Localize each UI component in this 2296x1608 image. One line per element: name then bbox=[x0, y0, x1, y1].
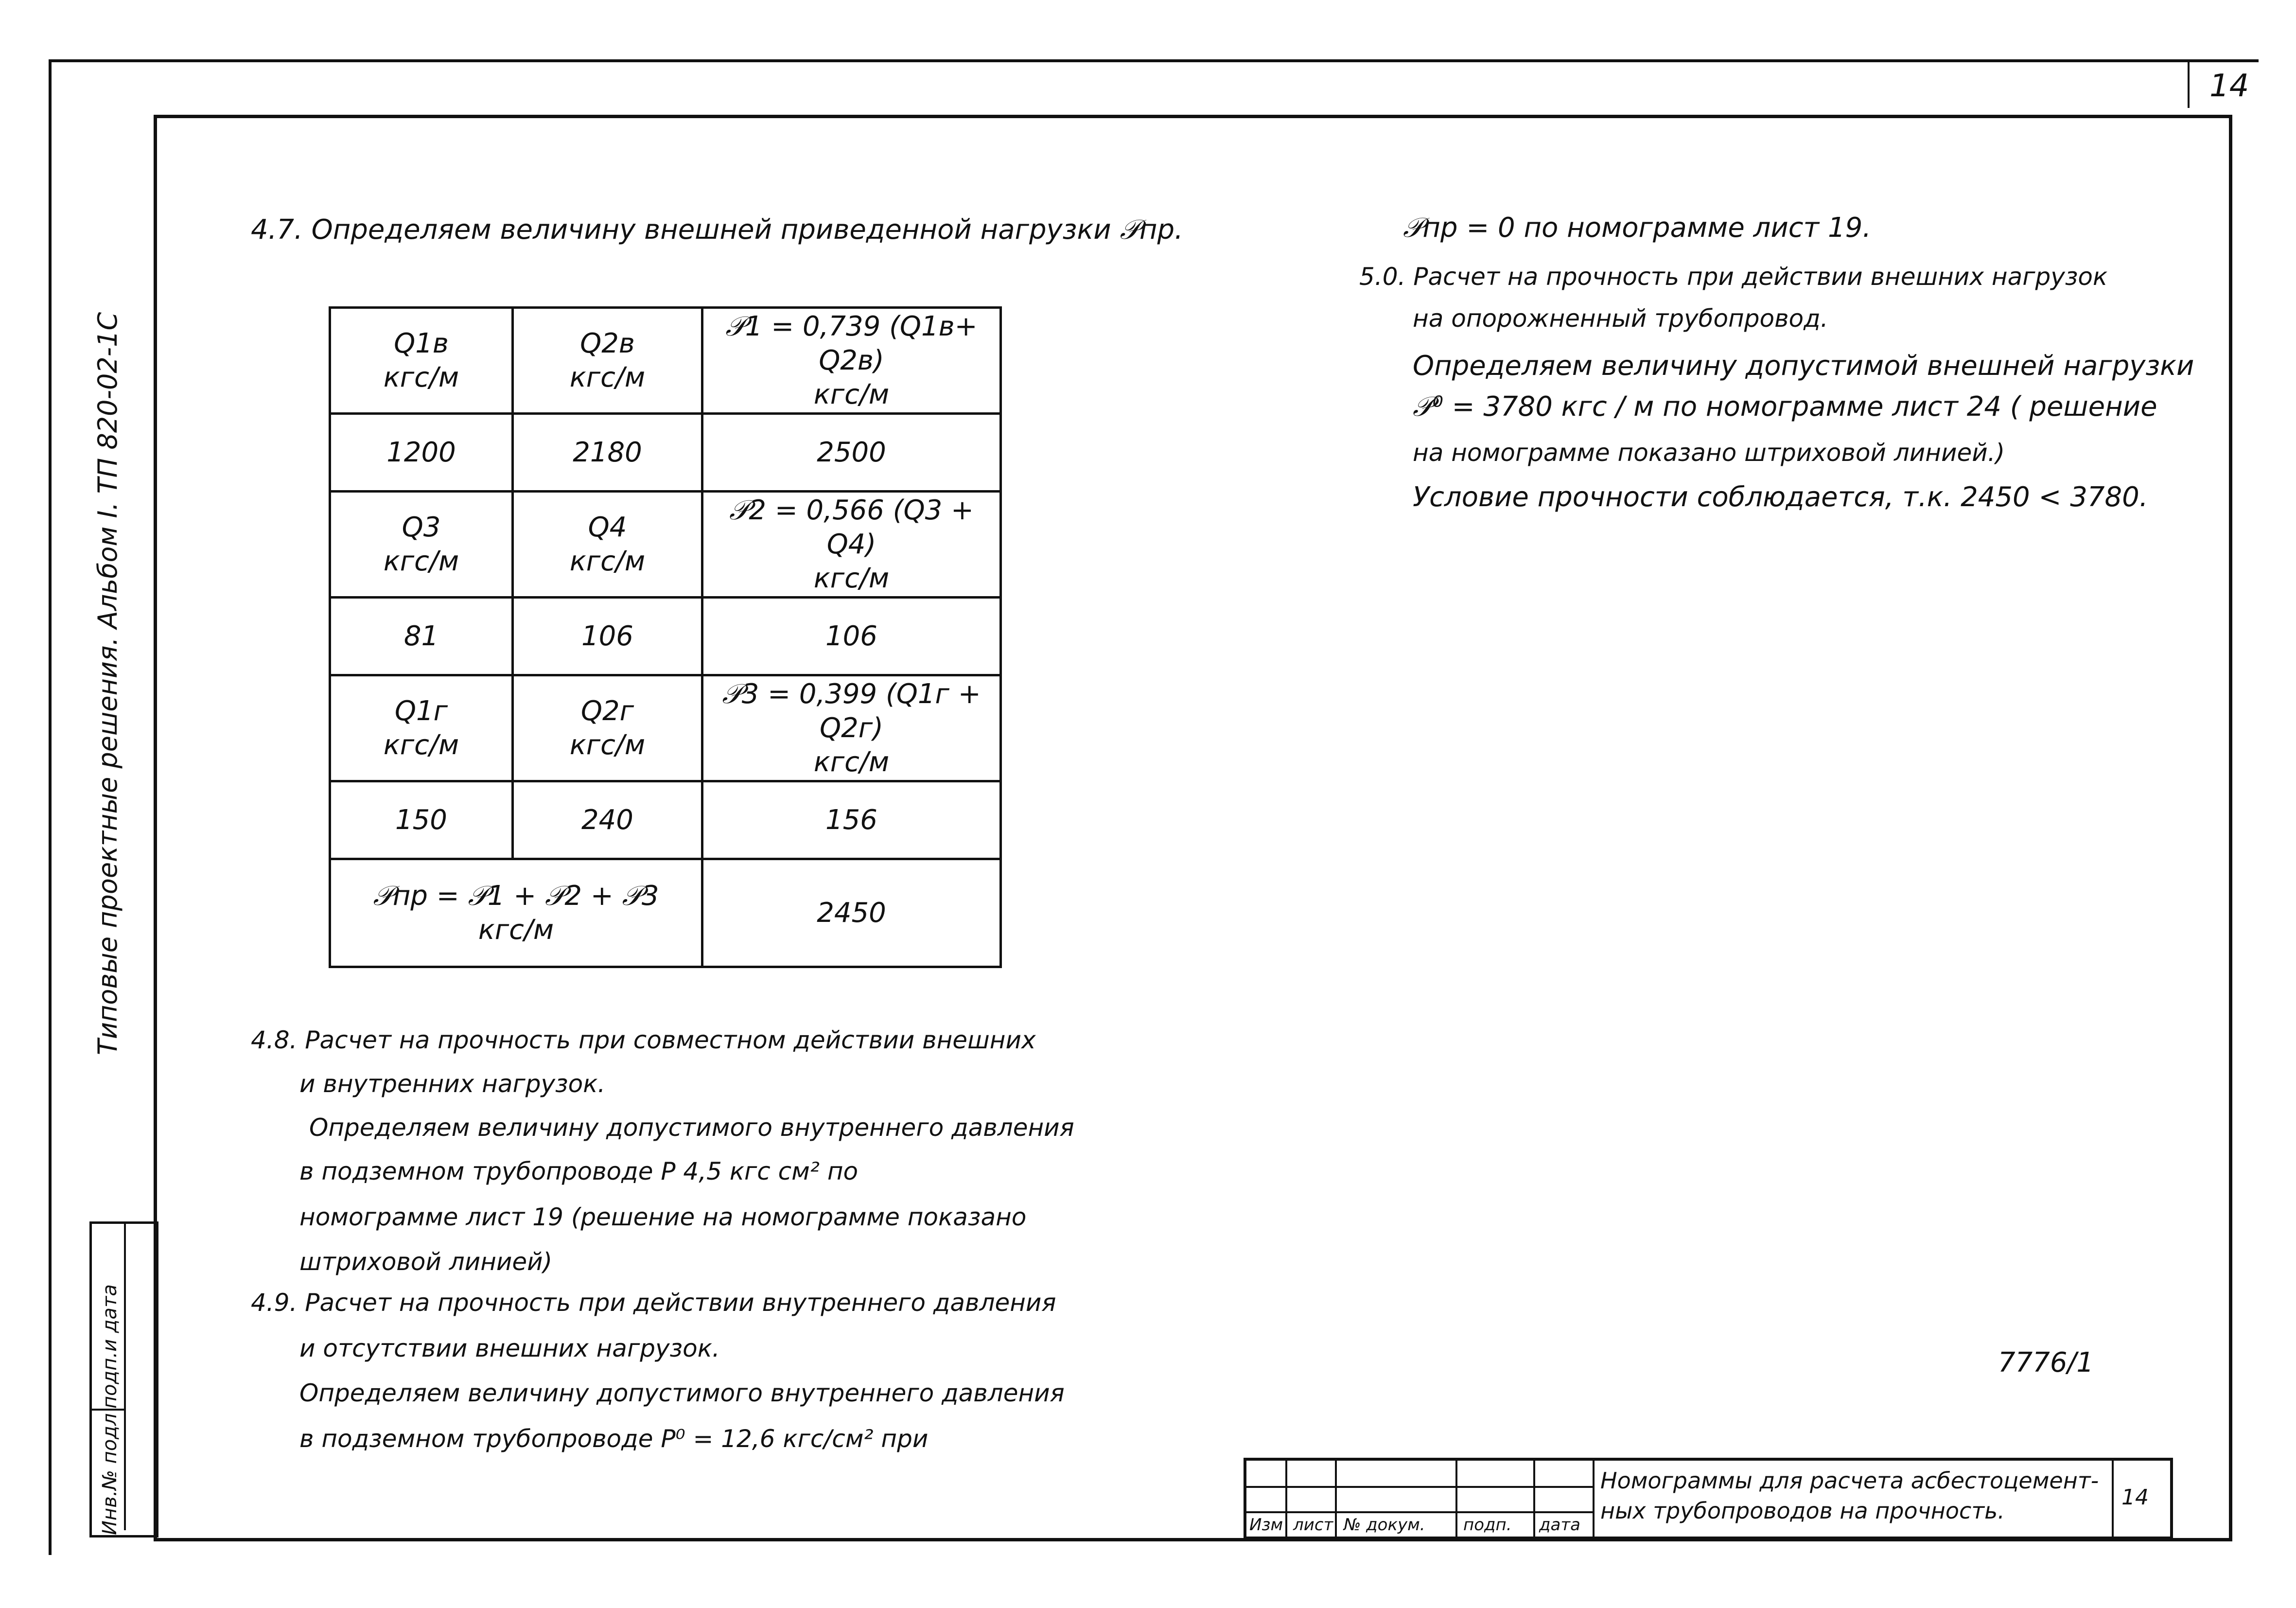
table-row bbox=[330, 781, 1001, 859]
table-row bbox=[330, 492, 1001, 598]
table-cell: Q4 кгс/м bbox=[513, 492, 702, 598]
table-cell: 1200 bbox=[330, 414, 513, 492]
table-cell: 2500 bbox=[702, 414, 1001, 492]
document-number: 7776/1 bbox=[1998, 1347, 2094, 1378]
table-row bbox=[330, 414, 1001, 492]
table-row bbox=[330, 308, 1001, 414]
drawing-title-line2: ных трубопроводов на прочность. bbox=[1600, 1498, 2005, 1524]
section-4-9-line: Определяем величину допустимого внутреннего давления bbox=[299, 1379, 1065, 1407]
section-4-8-line: в подземном трубопроводе P 4,5 кгс см² по bbox=[299, 1157, 859, 1185]
title-block-label: дата bbox=[1539, 1515, 1580, 1535]
table-row bbox=[330, 675, 1001, 781]
table-cell: 𝒫2 = 0,566 (Q3 + Q4) кгс/м bbox=[702, 492, 1001, 598]
table-cell: 2450 bbox=[702, 859, 1001, 967]
table-cell: 106 bbox=[513, 598, 702, 675]
table-cell: 156 bbox=[702, 781, 1001, 859]
section-4-8-line: Определяем величину допустимого внутреннего давления bbox=[309, 1113, 1074, 1142]
title-block-sheet-number: 14 bbox=[2121, 1485, 2149, 1510]
table-cell: 81 bbox=[330, 598, 513, 675]
table-cell: Q1в кгс/м bbox=[330, 308, 513, 414]
table-cell: 240 bbox=[513, 781, 702, 859]
table-cell: 2180 bbox=[513, 414, 702, 492]
right-col-line: 𝒫⁰ = 3780 кгс / м по номограмме лист 24 ( решение bbox=[1413, 391, 2157, 423]
section-4-9-line: и отсутствии внешних нагрузок. bbox=[299, 1334, 720, 1362]
table-row bbox=[330, 859, 1001, 967]
right-col-line: Условие прочности соблюдается, т.к. 2450 < 3780. bbox=[1413, 481, 2148, 513]
table-cell: Q1г кгс/м bbox=[330, 675, 513, 781]
title-block-label: подп. bbox=[1463, 1515, 1512, 1535]
drawing-title-line1: Номограммы для расчета асбестоцемент- bbox=[1600, 1467, 2099, 1494]
table-cell: Q3 кгс/м bbox=[330, 492, 513, 598]
right-col-line: на опорожненный трубопровод. bbox=[1413, 304, 1828, 333]
title-block bbox=[1244, 1458, 2173, 1539]
section-4-7-heading: 4.7. Определяем величину внешней приведенной нагрузки 𝒫пр. bbox=[251, 214, 1183, 246]
right-col-line: 𝒫пр = 0 по номограмме лист 19. bbox=[1403, 212, 1872, 244]
right-col-line: 5.0. Расчет на прочность при действии внешних нагрузок bbox=[1359, 263, 2108, 291]
table-row bbox=[330, 598, 1001, 675]
table-cell: 150 bbox=[330, 781, 513, 859]
stamp-label-signature: подп.и дата bbox=[99, 1284, 121, 1409]
side-caption: Типовые проектные решения. Альбом I. ТП 820-02-1С bbox=[92, 312, 123, 1055]
section-4-8-line: и внутренних нагрузок. bbox=[299, 1070, 606, 1098]
table-cell: 𝒫1 = 0,739 (Q1в+ Q2в) кгс/м bbox=[702, 308, 1001, 414]
page-number: 14 bbox=[2209, 68, 2249, 104]
table-cell: Q2в кгс/м bbox=[513, 308, 702, 414]
table-cell: 𝒫пр = 𝒫1 + 𝒫2 + 𝒫3 кгс/м bbox=[330, 859, 702, 967]
table-cell: 106 bbox=[702, 598, 1001, 675]
section-4-8-line: штриховой линией) bbox=[299, 1248, 553, 1276]
section-4-8-line: 4.8. Расчет на прочность при совместном действии внешних bbox=[251, 1026, 1036, 1054]
section-4-8-line: номограмме лист 19 (решение на номограмме показано bbox=[299, 1203, 1027, 1231]
title-block-label: лист bbox=[1293, 1515, 1333, 1535]
page-number-divider bbox=[2188, 59, 2190, 108]
title-block-label: № докум. bbox=[1344, 1515, 1425, 1535]
stamp-label-inventory: Инв.№ подл bbox=[99, 1413, 121, 1535]
right-col-line: на номограмме показано штриховой линией.) bbox=[1413, 439, 2005, 467]
right-col-line: Определяем величину допустимой внешней нагрузки bbox=[1413, 350, 2194, 382]
table-cell: 𝒫3 = 0,399 (Q1г + Q2г) кгс/м bbox=[702, 675, 1001, 781]
section-4-9-line: в подземном трубопроводе P⁰ = 12,6 кгс/см² при bbox=[299, 1425, 929, 1453]
approval-stamp bbox=[89, 1221, 158, 1537]
table-cell: Q2г кгс/м bbox=[513, 675, 702, 781]
section-4-9-line: 4.9. Расчет на прочность при действии внутреннего давления bbox=[251, 1289, 1056, 1317]
loads-table bbox=[329, 306, 1002, 968]
title-block-label: Изм bbox=[1249, 1515, 1283, 1535]
